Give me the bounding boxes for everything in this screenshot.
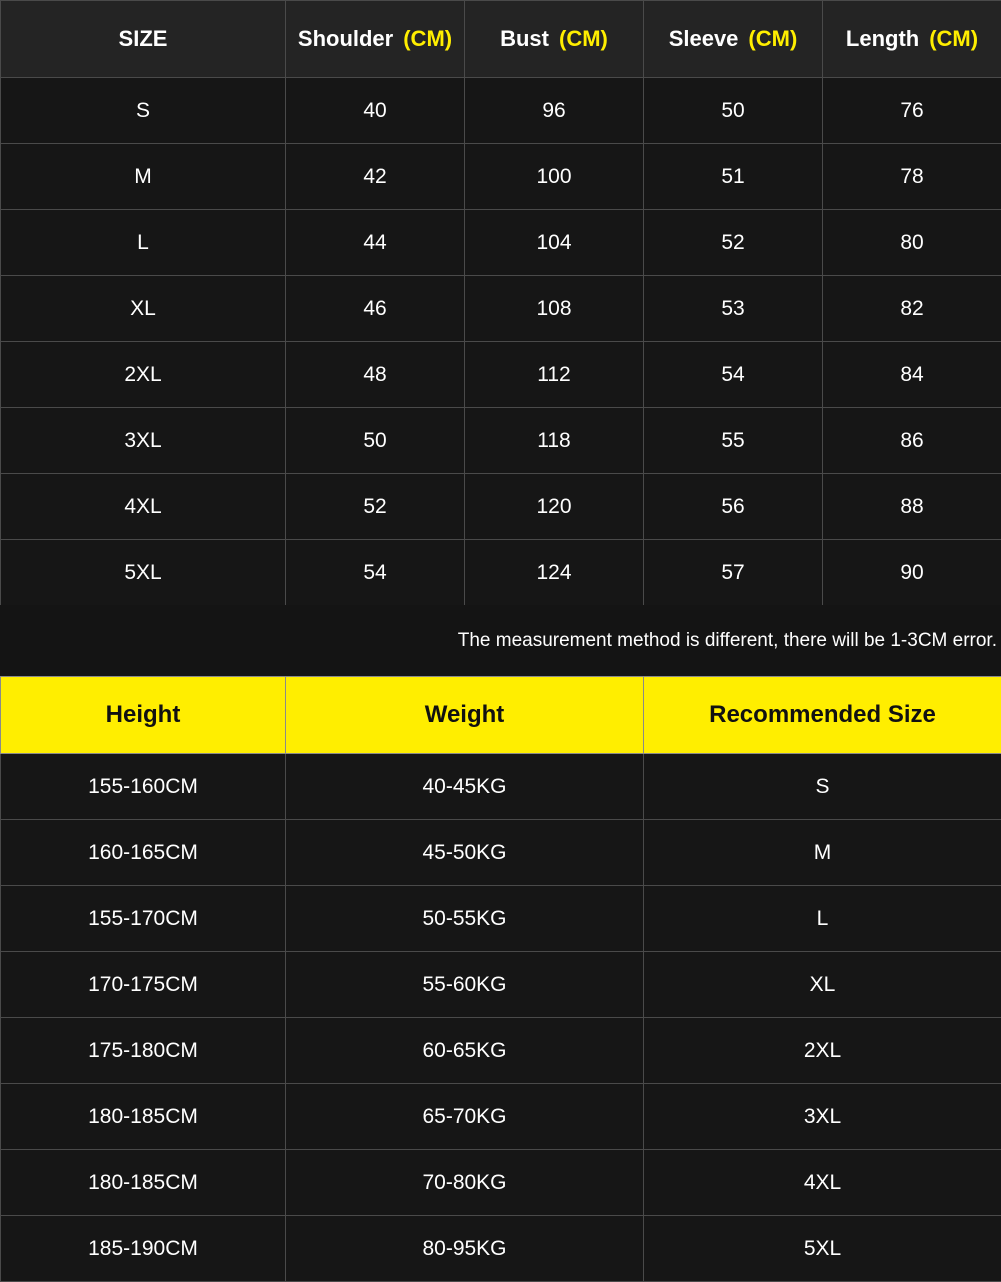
shoulder-cell: 54 (286, 540, 465, 606)
measurement-error-note: The measurement method is different, there will be 1-3CM error. (0, 605, 1001, 676)
size-table-header-row (1, 1, 1001, 78)
weight-cell: 60-65KG (286, 1018, 644, 1084)
header-height: Height (1, 677, 286, 754)
size-header-length (823, 1, 1001, 78)
sleeve-cell: 57 (644, 540, 823, 606)
weight-cell: 55-60KG (286, 952, 644, 1018)
height-cell: 175-180CM (1, 1018, 286, 1084)
sleeve-cell: 56 (644, 474, 823, 540)
sleeve-cell: 51 (644, 144, 823, 210)
size-header-shoulder (286, 1, 465, 78)
size-cell: 5XL (1, 540, 286, 606)
table-row (1, 276, 1001, 342)
table-row (1, 78, 1001, 144)
bust-cell: 124 (465, 540, 644, 606)
bust-cell: 100 (465, 144, 644, 210)
header-unit: (CM) (748, 26, 797, 51)
weight-cell: 50-55KG (286, 886, 644, 952)
table-row (1, 1018, 1001, 1084)
header-unit: (CM) (929, 26, 978, 51)
header-label: Sleeve (669, 26, 739, 51)
length-cell: 86 (823, 408, 1001, 474)
bust-cell: 120 (465, 474, 644, 540)
table-row (1, 952, 1001, 1018)
header-label: Shoulder (298, 26, 393, 51)
shoulder-cell: 42 (286, 144, 465, 210)
length-cell: 78 (823, 144, 1001, 210)
size-cell: 3XL (1, 408, 286, 474)
length-cell: 82 (823, 276, 1001, 342)
recommended-size-cell: M (644, 820, 1001, 886)
size-cell: 2XL (1, 342, 286, 408)
sleeve-cell: 55 (644, 408, 823, 474)
length-cell: 76 (823, 78, 1001, 144)
table-row (1, 1216, 1001, 1282)
header-weight: Weight (286, 677, 644, 754)
recommended-size-cell: S (644, 754, 1001, 820)
recommended-size-cell: 2XL (644, 1018, 1001, 1084)
sleeve-cell: 52 (644, 210, 823, 276)
header-label: Bust (500, 26, 549, 51)
weight-cell: 45-50KG (286, 820, 644, 886)
table-row (1, 1084, 1001, 1150)
size-cell: 4XL (1, 474, 286, 540)
shoulder-cell: 52 (286, 474, 465, 540)
header-label: Length (846, 26, 919, 51)
height-cell: 155-160CM (1, 754, 286, 820)
table-row (1, 1150, 1001, 1216)
length-cell: 88 (823, 474, 1001, 540)
size-header-bust (465, 1, 644, 78)
height-cell: 180-185CM (1, 1084, 286, 1150)
length-cell: 90 (823, 540, 1001, 606)
bust-cell: 96 (465, 78, 644, 144)
size-cell: M (1, 144, 286, 210)
weight-cell: 65-70KG (286, 1084, 644, 1150)
weight-cell: 70-80KG (286, 1150, 644, 1216)
table-row (1, 540, 1001, 606)
size-cell: S (1, 78, 286, 144)
height-cell: 180-185CM (1, 1150, 286, 1216)
table-row (1, 754, 1001, 820)
recommendation-header-row (1, 677, 1001, 754)
table-row (1, 408, 1001, 474)
recommended-size-cell: 3XL (644, 1084, 1001, 1150)
table-row (1, 886, 1001, 952)
table-row (1, 210, 1001, 276)
sleeve-cell: 54 (644, 342, 823, 408)
recommended-size-cell: XL (644, 952, 1001, 1018)
shoulder-cell: 46 (286, 276, 465, 342)
size-cell: XL (1, 276, 286, 342)
recommended-size-cell: 5XL (644, 1216, 1001, 1282)
header-unit: (CM) (403, 26, 452, 51)
table-row (1, 144, 1001, 210)
shoulder-cell: 50 (286, 408, 465, 474)
table-row (1, 342, 1001, 408)
table-row (1, 474, 1001, 540)
size-header-size (1, 1, 286, 78)
recommended-size-cell: 4XL (644, 1150, 1001, 1216)
sleeve-cell: 53 (644, 276, 823, 342)
shoulder-cell: 48 (286, 342, 465, 408)
height-cell: 160-165CM (1, 820, 286, 886)
recommended-size-cell: L (644, 886, 1001, 952)
size-measurement-table (0, 0, 1001, 606)
shoulder-cell: 44 (286, 210, 465, 276)
size-recommendation-table (0, 676, 1001, 1282)
shoulder-cell: 40 (286, 78, 465, 144)
bust-cell: 112 (465, 342, 644, 408)
sleeve-cell: 50 (644, 78, 823, 144)
height-cell: 185-190CM (1, 1216, 286, 1282)
bust-cell: 108 (465, 276, 644, 342)
size-header-sleeve (644, 1, 823, 78)
bust-cell: 104 (465, 210, 644, 276)
weight-cell: 40-45KG (286, 754, 644, 820)
bust-cell: 118 (465, 408, 644, 474)
length-cell: 84 (823, 342, 1001, 408)
height-cell: 170-175CM (1, 952, 286, 1018)
weight-cell: 80-95KG (286, 1216, 644, 1282)
header-recommended-size: Recommended Size (644, 677, 1001, 754)
table-row (1, 820, 1001, 886)
height-cell: 155-170CM (1, 886, 286, 952)
size-cell: L (1, 210, 286, 276)
header-label: SIZE (119, 26, 168, 51)
header-unit: (CM) (559, 26, 608, 51)
length-cell: 80 (823, 210, 1001, 276)
